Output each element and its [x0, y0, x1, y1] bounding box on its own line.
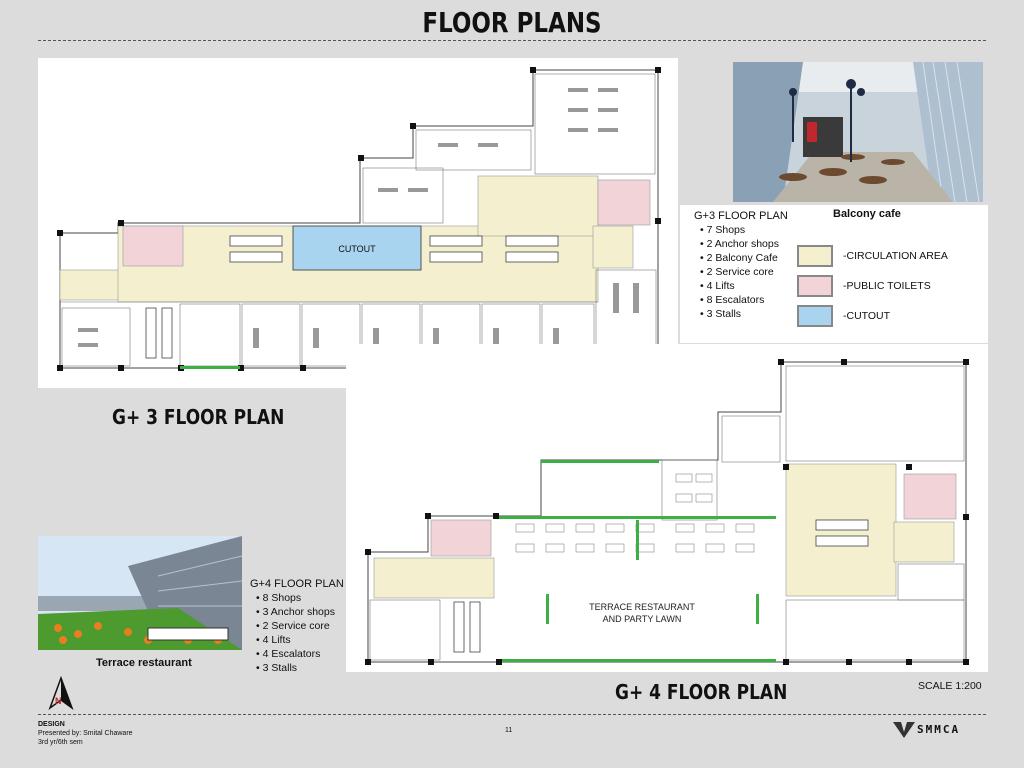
g3-list-item: • 8 Escalators — [700, 293, 804, 307]
footer-divider — [38, 714, 986, 715]
scale-label: SCALE 1:200 — [918, 680, 982, 692]
g3-floor-plan-panel — [38, 58, 678, 388]
page-number: 11 — [505, 727, 513, 734]
balcony-cafe-caption: Balcony cafe — [833, 208, 901, 220]
g3-list-item: • 3 Stalls — [700, 307, 804, 321]
legend-item-cutout — [797, 305, 948, 327]
g3-floor-plan-drawing — [38, 58, 678, 388]
public-toilets-block — [123, 226, 183, 266]
footer-presenter: Presented by: Smital Chaware — [38, 730, 133, 737]
footer-logo — [893, 720, 960, 738]
legend-swatch-circulation — [797, 245, 833, 267]
g3-list-item: • 4 Lifts — [700, 279, 804, 293]
g4-list-heading: G+4 FLOOR PLAN — [250, 578, 344, 590]
footer-semester: 3rd yr/6th sem — [38, 739, 83, 746]
g4-list-item: • 8 Shops — [256, 591, 350, 605]
g4-summary-list — [250, 577, 350, 675]
footer-info — [38, 720, 133, 747]
terrace-label-line2: AND PARTY LAWN — [602, 614, 682, 624]
g4-list-item: • 4 Lifts — [256, 633, 350, 647]
terrace-tables — [516, 474, 754, 552]
legend-item-toilets — [797, 275, 948, 297]
balcony-cafe-image — [733, 62, 983, 202]
legend-swatch-cutout — [797, 305, 833, 327]
terrace-restaurant-image — [38, 536, 242, 650]
terrace-restaurant-caption: Terrace restaurant — [96, 657, 192, 669]
g3-plan-title: G+ 3 FLOOR PLAN — [112, 405, 285, 429]
g4-plan-title: G+ 4 FLOOR PLAN — [615, 680, 788, 704]
legend-swatch-toilets — [797, 275, 833, 297]
g4-list-item: • 3 Stalls — [256, 661, 350, 675]
g4-list-item: • 2 Service core — [256, 619, 350, 633]
public-toilets-block — [904, 474, 956, 519]
logo-icon — [893, 720, 915, 738]
legend-label: -PUBLIC TOILETS — [843, 280, 931, 292]
public-toilets-block — [431, 520, 491, 556]
legend-label: -CUTOUT — [843, 310, 891, 322]
g3-list-heading: G+3 FLOOR PLAN — [694, 210, 788, 222]
g3-list-item: • 2 Service core — [700, 265, 804, 279]
cutout-label: CUTOUT — [338, 244, 376, 254]
g4-list-item: • 4 Escalators — [256, 647, 350, 661]
legend — [797, 245, 948, 327]
legend-item-circulation — [797, 245, 948, 267]
header-divider — [38, 40, 986, 41]
terrace-label-line1: TERRACE RESTAURANT — [589, 602, 695, 612]
public-toilets-block — [598, 180, 650, 225]
g4-floor-plan-panel — [346, 344, 988, 672]
g4-list-item: • 3 Anchor shops — [256, 605, 350, 619]
g3-summary-list — [694, 209, 804, 321]
g3-list-item: • 2 Balcony Cafe — [700, 251, 804, 265]
g3-list-item: • 7 Shops — [700, 223, 804, 237]
page-title: FLOOR PLANS — [422, 6, 602, 39]
north-label: N — [55, 696, 62, 706]
g4-floor-plan-drawing — [346, 344, 988, 672]
lawn-planters — [496, 460, 776, 662]
logo-text: SMMCA — [917, 722, 961, 736]
footer-design-label: DESIGN — [38, 721, 65, 728]
legend-label: -CIRCULATION AREA — [843, 250, 948, 262]
g3-list-item: • 2 Anchor shops — [700, 237, 804, 251]
